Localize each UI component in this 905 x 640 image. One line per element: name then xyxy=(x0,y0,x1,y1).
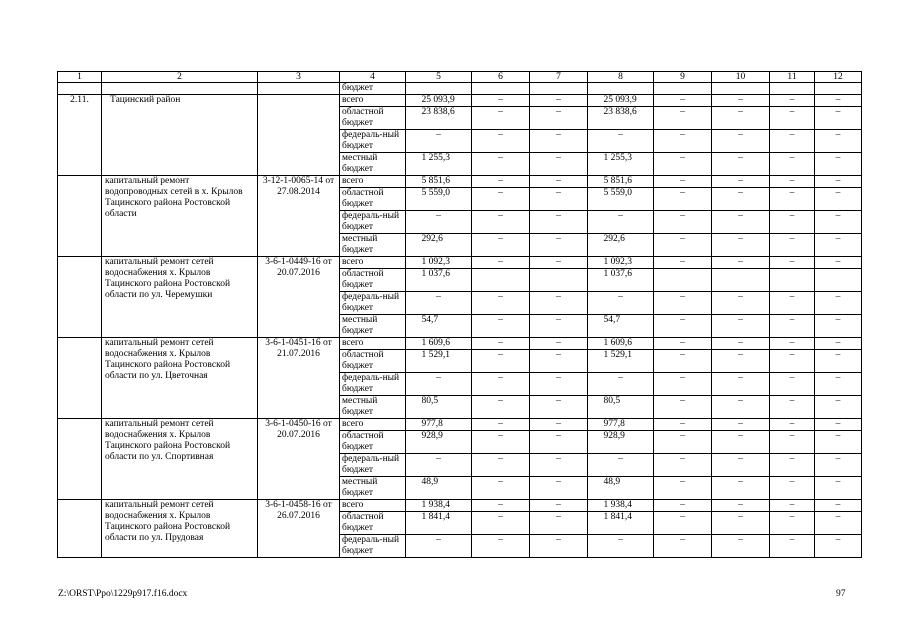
value-cell: – xyxy=(654,211,712,234)
budget-type-cell: федераль-ный бюджет xyxy=(340,211,406,234)
value-cell xyxy=(406,257,472,269)
value-cell xyxy=(588,477,654,500)
value-text: 80,5 xyxy=(421,396,439,406)
value-cell: – xyxy=(815,95,862,107)
value-cell: – xyxy=(406,130,472,153)
value-cell: – xyxy=(472,188,530,211)
value-text: 80,5 xyxy=(603,396,621,406)
value-cell: – xyxy=(770,107,815,130)
empty-cell xyxy=(58,338,102,419)
value-cell xyxy=(406,315,472,338)
value-cell xyxy=(406,338,472,350)
value-cell: – xyxy=(712,454,770,477)
value-cell: – xyxy=(712,315,770,338)
budget-type-cell: местный бюджет xyxy=(340,396,406,419)
value-cell xyxy=(406,107,472,130)
value-cell xyxy=(406,477,472,500)
value-cell: – xyxy=(530,234,588,257)
value-cell: – xyxy=(815,188,862,211)
value-cell: – xyxy=(472,338,530,350)
value-cell: – xyxy=(472,95,530,107)
value-text: 1 529,1 xyxy=(421,350,450,360)
page-number: 97 xyxy=(836,589,846,599)
value-cell: – xyxy=(712,234,770,257)
value-cell: – xyxy=(712,130,770,153)
value-cell: – xyxy=(654,535,712,558)
value-cell: – xyxy=(815,176,862,188)
header-cell: 4 xyxy=(340,72,406,83)
value-text: 23 838,6 xyxy=(603,107,637,117)
budget-type-cell: всего xyxy=(340,419,406,431)
value-cell: – xyxy=(770,477,815,500)
value-text: 977,8 xyxy=(603,419,625,429)
value-cell: – xyxy=(712,477,770,500)
value-cell: – xyxy=(530,350,588,373)
value-cell: – xyxy=(530,396,588,419)
value-cell: – xyxy=(815,500,862,512)
budget-type-cell: областной бюджет xyxy=(340,350,406,373)
value-cell: – xyxy=(712,431,770,454)
header-row xyxy=(58,72,862,83)
value-cell: – xyxy=(815,535,862,558)
value-text: 1 092,3 xyxy=(603,257,632,267)
empty-cell xyxy=(258,83,340,95)
value-cell: – xyxy=(472,315,530,338)
value-cell: – xyxy=(712,95,770,107)
value-cell: – xyxy=(712,188,770,211)
value-cell: – xyxy=(530,292,588,315)
value-cell: – xyxy=(472,234,530,257)
value-text: 48,9 xyxy=(603,477,621,487)
value-cell: – xyxy=(815,153,862,176)
value-cell: – xyxy=(770,500,815,512)
value-cell: – xyxy=(712,211,770,234)
table-row xyxy=(58,419,862,431)
value-cell xyxy=(815,269,862,292)
budget-type-cell: областной бюджет xyxy=(340,107,406,130)
table-row xyxy=(58,257,862,269)
value-cell: – xyxy=(712,373,770,396)
value-cell xyxy=(472,269,530,292)
table-row xyxy=(58,500,862,512)
value-text: 292,6 xyxy=(603,234,625,244)
value-cell: – xyxy=(530,419,588,431)
value-cell: – xyxy=(530,95,588,107)
value-cell: – xyxy=(815,396,862,419)
value-text: 1 529,1 xyxy=(603,350,632,360)
value-text: 5 851,6 xyxy=(421,176,450,186)
value-cell: – xyxy=(770,338,815,350)
value-cell: – xyxy=(406,535,472,558)
value-cell xyxy=(588,188,654,211)
value-cell: – xyxy=(654,130,712,153)
value-cell: – xyxy=(472,431,530,454)
value-text: 1 255,3 xyxy=(603,153,632,163)
value-cell xyxy=(406,153,472,176)
empty-cell xyxy=(406,83,472,95)
empty-cell xyxy=(815,83,862,95)
budget-type-cell: всего xyxy=(340,176,406,188)
value-cell: – xyxy=(472,512,530,535)
value-cell: – xyxy=(815,350,862,373)
budget-type-cell: бюджет xyxy=(340,83,406,95)
value-cell: – xyxy=(712,350,770,373)
budget-type-cell: областной бюджет xyxy=(340,269,406,292)
value-cell: – xyxy=(472,130,530,153)
budget-type-cell: областной бюджет xyxy=(340,512,406,535)
value-cell: – xyxy=(530,477,588,500)
budget-type-cell: областной бюджет xyxy=(340,431,406,454)
budget-type-cell: федераль-ный бюджет xyxy=(340,373,406,396)
value-cell xyxy=(406,512,472,535)
budget-type-cell: местный бюджет xyxy=(340,477,406,500)
value-cell xyxy=(406,188,472,211)
empty-cell xyxy=(58,500,102,558)
value-cell: – xyxy=(654,396,712,419)
value-cell: – xyxy=(654,373,712,396)
value-cell: – xyxy=(654,292,712,315)
budget-type-cell: местный бюджет xyxy=(340,153,406,176)
budget-type-cell: местный бюджет xyxy=(340,315,406,338)
value-text: 1 841,4 xyxy=(603,512,632,522)
value-cell: – xyxy=(770,257,815,269)
value-cell xyxy=(770,269,815,292)
value-cell: – xyxy=(815,257,862,269)
value-cell: – xyxy=(530,535,588,558)
value-cell: – xyxy=(406,454,472,477)
value-cell: – xyxy=(530,431,588,454)
project-name: капитальный ремонт сетей водоснабжения х. Крылов Тацинского района Ростовской области по ул. Черемушки xyxy=(102,257,258,338)
value-text: 977,8 xyxy=(421,419,443,429)
value-cell: – xyxy=(712,107,770,130)
budget-type-cell: всего xyxy=(340,338,406,350)
empty-cell xyxy=(712,83,770,95)
value-text: 54,7 xyxy=(421,315,439,325)
value-text: 928,9 xyxy=(603,431,625,441)
value-cell xyxy=(588,107,654,130)
value-cell: – xyxy=(770,454,815,477)
value-cell: – xyxy=(530,373,588,396)
value-text: 25 093,9 xyxy=(603,95,637,105)
value-cell: – xyxy=(530,338,588,350)
value-text: 1 609,6 xyxy=(603,338,632,348)
value-cell: – xyxy=(712,500,770,512)
budget-type-cell: местный бюджет xyxy=(340,234,406,257)
value-cell: – xyxy=(770,234,815,257)
header-cell: 1 xyxy=(58,72,102,83)
value-text: 928,9 xyxy=(421,431,443,441)
value-cell: – xyxy=(770,315,815,338)
value-cell: – xyxy=(770,176,815,188)
value-cell: – xyxy=(770,211,815,234)
value-cell: – xyxy=(654,512,712,535)
value-cell xyxy=(588,512,654,535)
header-cell: 6 xyxy=(472,72,530,83)
table-row xyxy=(58,338,862,350)
value-cell: – xyxy=(472,396,530,419)
value-cell xyxy=(406,419,472,431)
value-cell: – xyxy=(712,257,770,269)
value-cell xyxy=(588,176,654,188)
budget-type-cell: областной бюджет xyxy=(340,188,406,211)
value-text: 1 037,6 xyxy=(421,269,450,279)
value-cell: – xyxy=(654,188,712,211)
table-body xyxy=(58,83,862,558)
project-name: капитальный ремонт водопроводных сетей в х. Крылов Тацинского района Ростовской области xyxy=(102,176,258,257)
value-cell xyxy=(406,431,472,454)
budget-type-cell: федераль-ный бюджет xyxy=(340,292,406,315)
value-cell: – xyxy=(770,535,815,558)
value-cell: – xyxy=(770,419,815,431)
value-cell: – xyxy=(472,419,530,431)
value-cell: – xyxy=(530,188,588,211)
value-cell: – xyxy=(472,211,530,234)
empty-cell xyxy=(258,95,340,176)
value-cell: – xyxy=(815,512,862,535)
value-cell: – xyxy=(472,107,530,130)
value-cell: – xyxy=(712,396,770,419)
header-cell: 7 xyxy=(530,72,588,83)
value-cell: – xyxy=(654,107,712,130)
value-cell: – xyxy=(472,292,530,315)
value-cell xyxy=(406,176,472,188)
value-cell xyxy=(406,234,472,257)
value-cell: – xyxy=(406,373,472,396)
budget-type-cell: федераль-ный бюджет xyxy=(340,535,406,558)
value-cell: – xyxy=(770,188,815,211)
value-cell: – xyxy=(588,211,654,234)
header-cell: 2 xyxy=(102,72,258,83)
value-text: 25 093,9 xyxy=(421,95,455,105)
value-cell xyxy=(588,431,654,454)
value-cell: – xyxy=(815,477,862,500)
value-text: 5 559,0 xyxy=(421,188,450,198)
value-cell: – xyxy=(472,477,530,500)
project-code: 3-6-1-0449-16 от 20.07.2016 xyxy=(258,257,340,338)
empty-cell xyxy=(58,83,102,95)
empty-cell xyxy=(588,83,654,95)
value-cell: – xyxy=(406,211,472,234)
value-cell: – xyxy=(712,419,770,431)
value-cell: – xyxy=(472,535,530,558)
budget-type-cell: всего xyxy=(340,257,406,269)
value-cell: – xyxy=(712,153,770,176)
header-cell: 9 xyxy=(654,72,712,83)
header-cell: 8 xyxy=(588,72,654,83)
value-text: 292,6 xyxy=(421,234,443,244)
value-text: 5 559,0 xyxy=(603,188,632,198)
budget-type-cell: всего xyxy=(340,500,406,512)
value-cell: – xyxy=(472,350,530,373)
value-text: 1 938,4 xyxy=(603,500,632,510)
value-cell: – xyxy=(530,153,588,176)
value-cell: – xyxy=(712,292,770,315)
value-cell xyxy=(588,315,654,338)
value-cell: – xyxy=(530,454,588,477)
value-text: 1 092,3 xyxy=(421,257,450,267)
value-cell xyxy=(588,350,654,373)
empty-cell xyxy=(102,83,258,95)
value-text: 1 255,3 xyxy=(421,153,450,163)
value-cell: – xyxy=(588,535,654,558)
empty-cell xyxy=(472,83,530,95)
value-cell: – xyxy=(654,338,712,350)
value-cell: – xyxy=(472,373,530,396)
value-cell: – xyxy=(530,512,588,535)
value-cell: – xyxy=(770,153,815,176)
section-title: Тацинский район xyxy=(102,95,258,176)
value-cell: – xyxy=(654,477,712,500)
value-cell xyxy=(588,234,654,257)
value-cell: – xyxy=(654,315,712,338)
value-text: 5 851,6 xyxy=(603,176,632,186)
value-cell: – xyxy=(530,257,588,269)
value-cell xyxy=(588,269,654,292)
value-cell: – xyxy=(530,107,588,130)
value-cell: – xyxy=(588,454,654,477)
table-row xyxy=(58,176,862,188)
value-cell: – xyxy=(530,315,588,338)
project-name: капитальный ремонт сетей водоснабжения х. Крылов Тацинского района Ростовской области по ул. Цветочная xyxy=(102,338,258,419)
value-cell: – xyxy=(815,419,862,431)
value-cell: – xyxy=(712,535,770,558)
value-cell: – xyxy=(654,257,712,269)
value-cell: – xyxy=(770,95,815,107)
value-cell: – xyxy=(530,500,588,512)
project-code: 3-6-1-0450-16 от 20.07.2016 xyxy=(258,419,340,500)
value-text: 48,9 xyxy=(421,477,439,487)
value-cell: – xyxy=(770,431,815,454)
value-cell: – xyxy=(712,176,770,188)
value-cell: – xyxy=(770,292,815,315)
table-row xyxy=(58,95,862,107)
value-text: 1 609,6 xyxy=(421,338,450,348)
value-cell xyxy=(654,269,712,292)
value-cell: – xyxy=(654,431,712,454)
value-cell: – xyxy=(815,292,862,315)
budget-type-cell: всего xyxy=(340,95,406,107)
value-cell: – xyxy=(654,454,712,477)
value-cell: – xyxy=(654,95,712,107)
value-cell xyxy=(588,500,654,512)
empty-cell xyxy=(58,419,102,500)
header-cell: 12 xyxy=(815,72,862,83)
value-cell: – xyxy=(530,211,588,234)
value-cell: – xyxy=(654,153,712,176)
value-text: 1 841,4 xyxy=(421,512,450,522)
project-name: капитальный ремонт сетей водоснабжения х. Крылов Тацинского района Ростовской области по ул. Спортивная xyxy=(102,419,258,500)
project-name: капитальный ремонт сетей водоснабжения х. Крылов Тацинского района Ростовской области по ул. Прудовая xyxy=(102,500,258,558)
value-cell: – xyxy=(654,419,712,431)
project-code: 3-6-1-0451-16 от 21.07.2016 xyxy=(258,338,340,419)
value-cell: – xyxy=(654,176,712,188)
value-cell xyxy=(588,396,654,419)
value-cell xyxy=(406,95,472,107)
value-cell: – xyxy=(588,292,654,315)
empty-cell xyxy=(58,257,102,338)
value-cell: – xyxy=(770,396,815,419)
header-cell: 3 xyxy=(258,72,340,83)
value-text: 1 938,4 xyxy=(421,500,450,510)
empty-cell xyxy=(58,176,102,257)
value-cell: – xyxy=(588,130,654,153)
budget-table xyxy=(57,71,862,558)
value-text: 54,7 xyxy=(603,315,621,325)
table-row xyxy=(58,83,862,95)
value-cell xyxy=(530,269,588,292)
value-cell xyxy=(588,257,654,269)
value-cell: – xyxy=(815,315,862,338)
empty-cell xyxy=(530,83,588,95)
budget-type-cell: федераль-ный бюджет xyxy=(340,454,406,477)
value-cell: – xyxy=(472,153,530,176)
header-cell: 11 xyxy=(770,72,815,83)
value-cell xyxy=(406,350,472,373)
value-cell: – xyxy=(815,130,862,153)
value-cell: – xyxy=(472,454,530,477)
value-cell: – xyxy=(588,373,654,396)
value-cell: – xyxy=(654,350,712,373)
value-cell: – xyxy=(770,373,815,396)
value-cell: – xyxy=(654,234,712,257)
section-number: 2.11. xyxy=(58,95,102,176)
project-code: 3-12-1-0065-14 от 27.08.2014 xyxy=(258,176,340,257)
value-text: 23 838,6 xyxy=(421,107,455,117)
value-cell: – xyxy=(406,292,472,315)
header-cell: 5 xyxy=(406,72,472,83)
value-cell: – xyxy=(472,500,530,512)
value-cell: – xyxy=(770,350,815,373)
value-cell: – xyxy=(712,512,770,535)
budget-type-cell: федераль-ный бюджет xyxy=(340,130,406,153)
value-cell: – xyxy=(815,338,862,350)
value-cell: – xyxy=(815,431,862,454)
empty-cell xyxy=(654,83,712,95)
value-cell xyxy=(588,338,654,350)
value-cell: – xyxy=(815,454,862,477)
project-code: 3-6-1-0458-16 от 26.07.2016 xyxy=(258,500,340,558)
value-cell: – xyxy=(472,257,530,269)
value-cell xyxy=(406,269,472,292)
header-cell: 10 xyxy=(712,72,770,83)
value-cell xyxy=(406,500,472,512)
value-cell: – xyxy=(770,512,815,535)
value-cell: – xyxy=(815,234,862,257)
footer-file-path: Z:\ORST\Ppo\1229p917.f16.docx xyxy=(58,589,188,599)
value-cell: – xyxy=(815,211,862,234)
value-cell: – xyxy=(530,176,588,188)
value-cell: – xyxy=(472,176,530,188)
value-cell: – xyxy=(770,130,815,153)
value-text: 1 037,6 xyxy=(603,269,632,279)
empty-cell xyxy=(770,83,815,95)
value-cell xyxy=(588,153,654,176)
value-cell: – xyxy=(815,373,862,396)
value-cell xyxy=(712,269,770,292)
value-cell: – xyxy=(815,107,862,130)
value-cell xyxy=(588,95,654,107)
value-cell xyxy=(406,396,472,419)
value-cell xyxy=(588,419,654,431)
value-cell: – xyxy=(654,500,712,512)
value-cell: – xyxy=(530,130,588,153)
value-cell: – xyxy=(712,338,770,350)
